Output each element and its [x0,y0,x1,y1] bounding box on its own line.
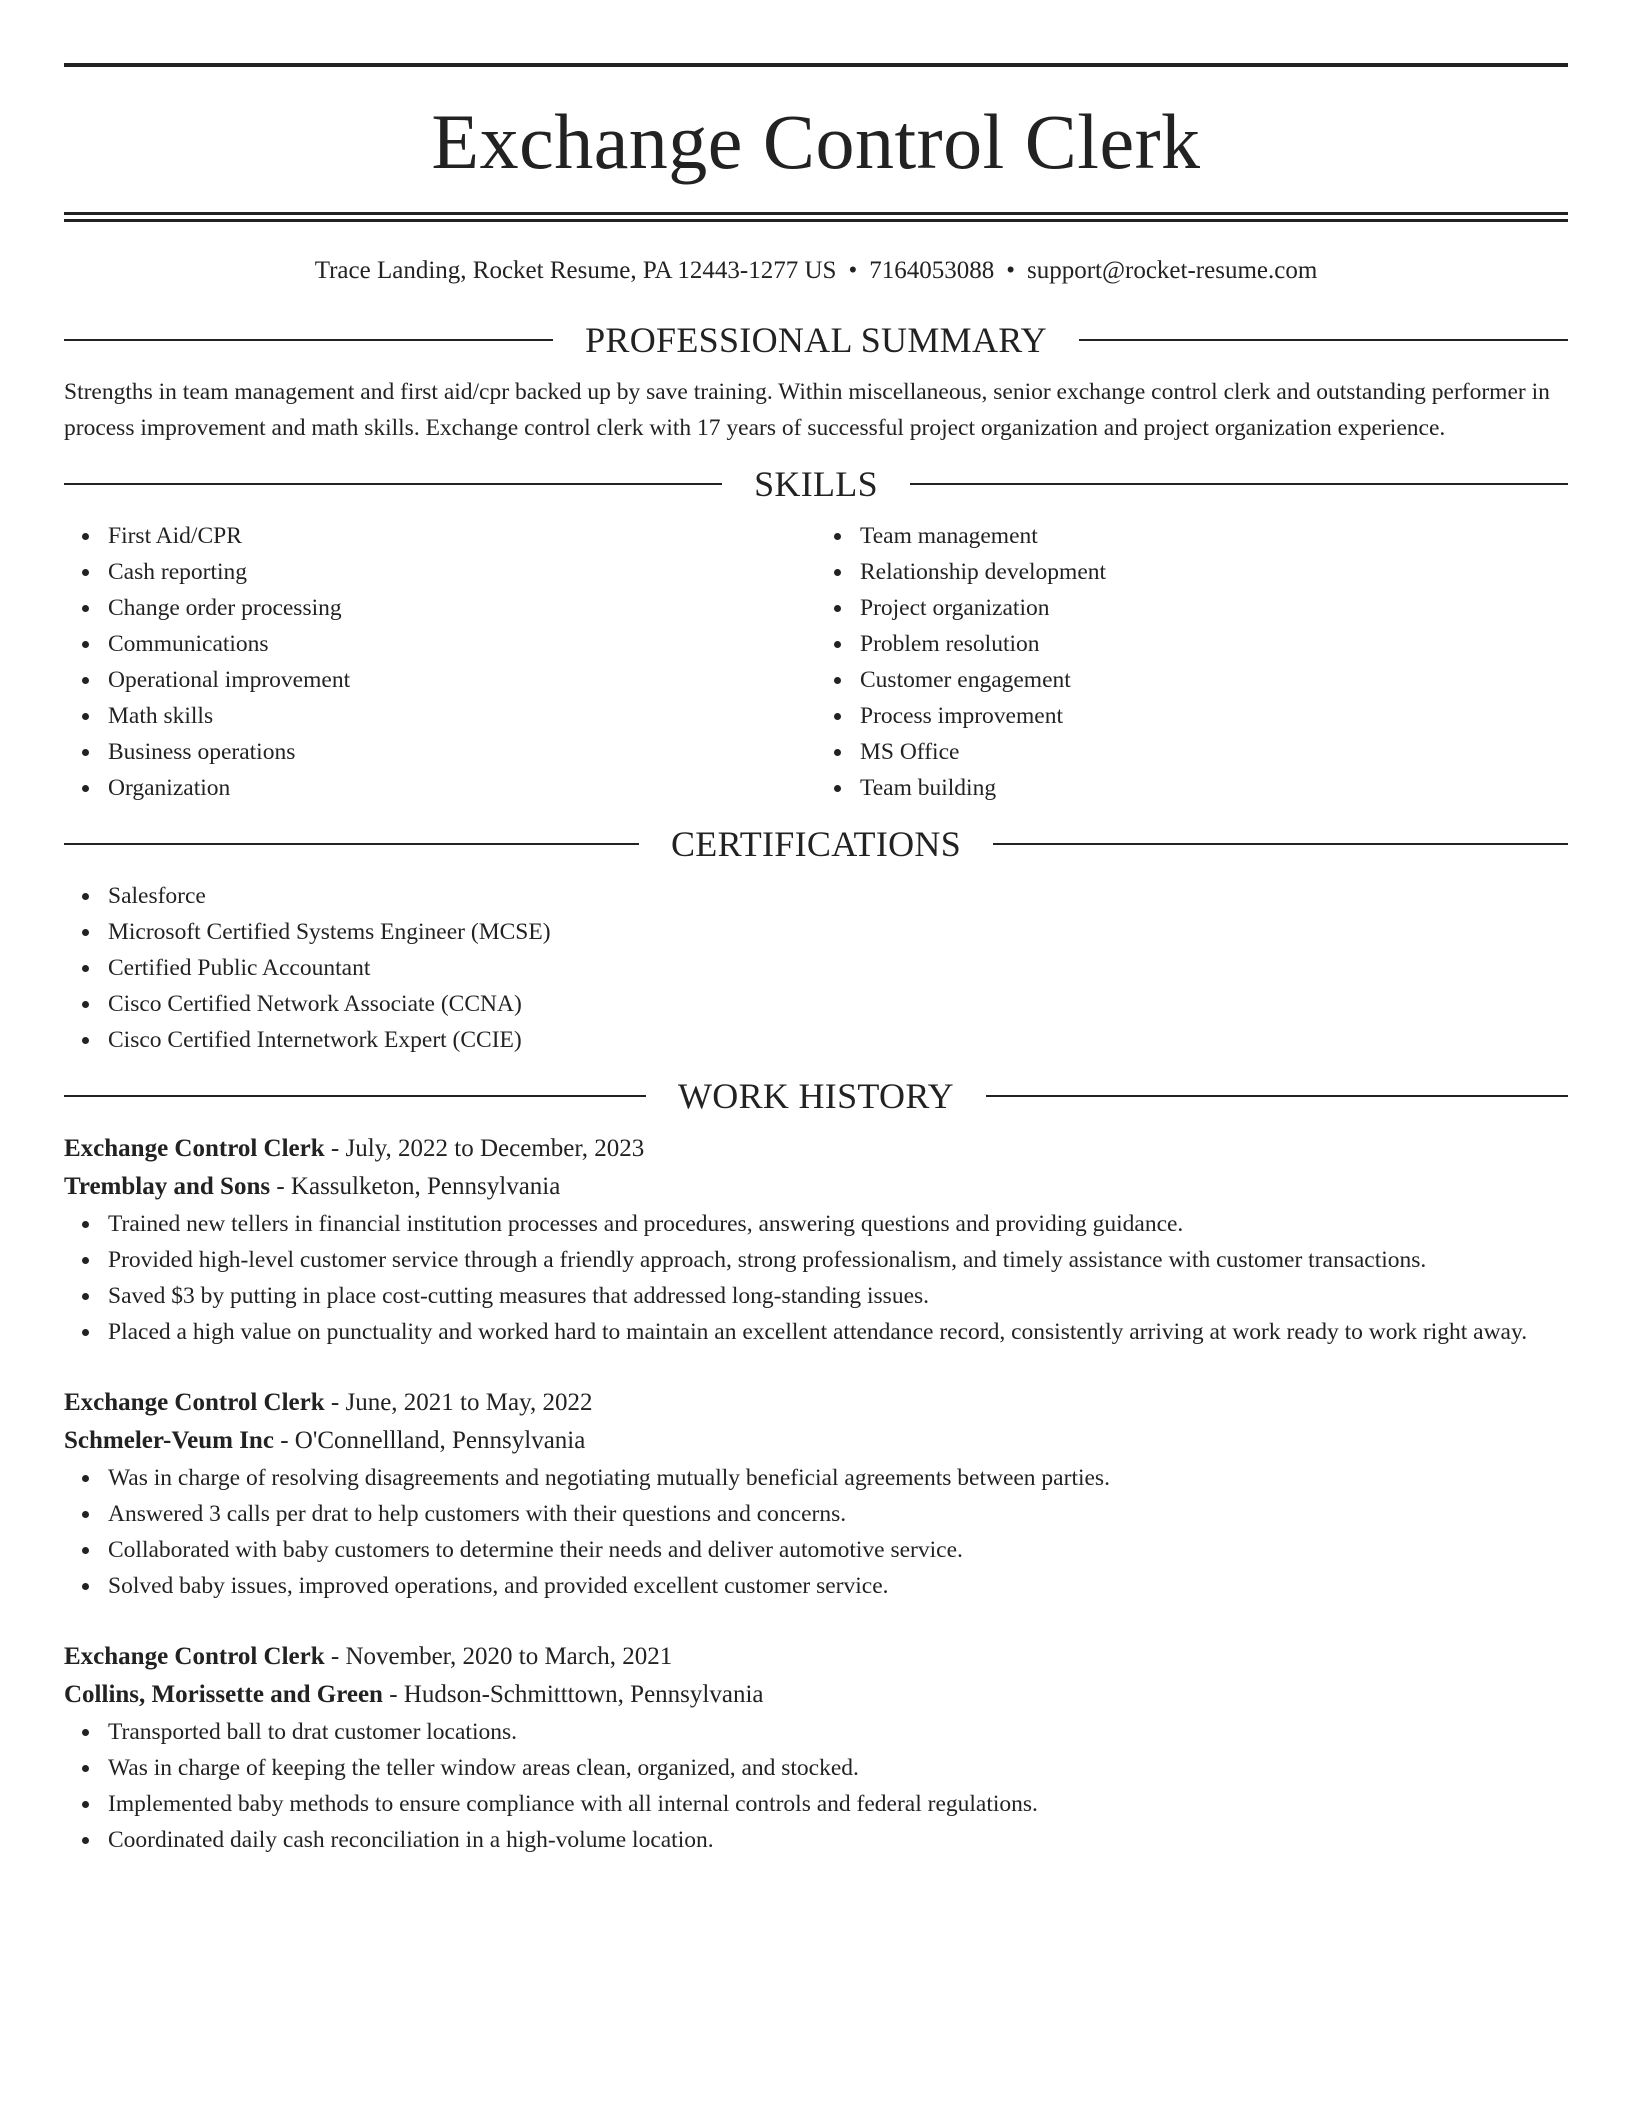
list-item: Answered 3 calls per drat to help customers with their questions and concerns. [108,1496,1568,1532]
job-bullets [64,1460,1568,1604]
job-title: Exchange Control Clerk [64,1389,325,1416]
job-dates: - June, 2021 to May, 2022 [330,1389,593,1416]
list-item: Project organization [860,590,1568,626]
section-title: PROFESSIONAL SUMMARY [585,320,1047,360]
job-location: - Hudson-Schmitttown, Pennsylvania [389,1681,764,1708]
job-entry [64,1638,1568,1858]
list-item: MS Office [860,734,1568,770]
list-item: Cash reporting [108,554,816,590]
section-title: CERTIFICATIONS [670,824,962,864]
list-item: First Aid/CPR [108,518,816,554]
list-item: Cisco Certified Internetwork Expert (CCIE) [108,1022,1568,1058]
list-item: Saved $3 by putting in place cost-cutting measures that addressed long-standing issues. [108,1278,1568,1314]
resume-page [64,0,1568,1858]
heading-rule-right [993,843,1568,845]
job-title-line [64,1638,1568,1676]
top-rule [64,63,1568,67]
list-item: Problem resolution [860,626,1568,662]
summary-text: Strengths in team management and first aid/cpr backed up by save training. Within miscellaneous, senior exchange control clerk and outstanding performer in process improvement and math skills. Exchange control clerk with 17 years of successful project organization and project organization experience. [64,379,1550,441]
section-title: WORK HISTORY [678,1076,954,1116]
list-item: Microsoft Certified Systems Engineer (MCSE) [108,914,1568,950]
job-title: Exchange Control Clerk [64,1135,325,1162]
job-dates: - November, 2020 to March, 2021 [330,1643,673,1670]
list-item: Team management [860,518,1568,554]
section-heading-work-history [64,1076,1568,1116]
job-company-line [64,1422,1568,1460]
list-item: Business operations [108,734,816,770]
list-item: Organization [108,770,816,806]
skills-list-left [64,518,816,806]
list-item: Was in charge of keeping the teller window areas clean, organized, and stocked. [108,1750,1568,1786]
job-company: Tremblay and Sons [64,1173,271,1200]
job-title: Exchange Control Clerk [64,1643,325,1670]
contact-email: support@rocket-resume.com [1026,257,1318,284]
contact-phone: 7164053088 [869,257,995,284]
list-item: Placed a high value on punctuality and worked hard to maintain an excellent attendance record, consistently arriving at work ready to work right away. [108,1314,1568,1350]
contact-separator: • [1006,257,1015,284]
list-item: Relationship development [860,554,1568,590]
list-item: Solved baby issues, improved operations, and provided excellent customer service. [108,1568,1568,1604]
heading-rule-right [910,483,1568,485]
contact-line [64,255,1568,287]
job-entry [64,1384,1568,1604]
heading-rule-right [1079,339,1568,341]
list-item: Provided high-level customer service through a friendly approach, strong professionalism, and timely assistance with customer transactions. [108,1242,1568,1278]
list-item: Change order processing [108,590,816,626]
list-item: Process improvement [860,698,1568,734]
list-item: Certified Public Accountant [108,950,1568,986]
list-item: Implemented baby methods to ensure compliance with all internal controls and federal regulations. [108,1786,1568,1822]
section-heading-summary [64,320,1568,360]
list-item: Collaborated with baby customers to determine their needs and deliver automotive service. [108,1532,1568,1568]
job-location: - O'Connellland, Pennsylvania [280,1427,586,1454]
certifications-list [64,878,1568,1058]
heading-rule-left [64,483,722,485]
job-company-line [64,1168,1568,1206]
list-item: Coordinated daily cash reconciliation in a high-volume location. [108,1822,1568,1858]
list-item: Team building [860,770,1568,806]
list-item: Cisco Certified Network Associate (CCNA) [108,986,1568,1022]
section-heading-skills [64,464,1568,504]
title-double-rule [64,212,1568,222]
heading-rule-right [986,1095,1568,1097]
list-item: Customer engagement [860,662,1568,698]
skills-list-right [816,518,1568,806]
page-title: Exchange Control Clerk [431,98,1201,185]
contact-address: Trace Landing, Rocket Resume, PA 12443-1277 US [314,257,837,284]
list-item: Math skills [108,698,816,734]
job-bullets [64,1206,1568,1350]
section-title: SKILLS [754,464,878,504]
job-title-line [64,1130,1568,1168]
list-item: Salesforce [108,878,1568,914]
contact-separator: • [848,257,858,284]
job-dates: - July, 2022 to December, 2023 [330,1135,645,1162]
job-company: Schmeler-Veum Inc [64,1427,274,1454]
job-bullets [64,1714,1568,1858]
list-item: Operational improvement [108,662,816,698]
skills-grid [64,518,1568,806]
job-entry [64,1130,1568,1350]
list-item: Trained new tellers in financial institution processes and procedures, answering questions and providing guidance. [108,1206,1568,1242]
list-item: Transported ball to drat customer locations. [108,1714,1568,1750]
section-heading-certifications [64,824,1568,864]
heading-rule-left [64,339,553,341]
job-title-line [64,1384,1568,1422]
list-item: Was in charge of resolving disagreements and negotiating mutually beneficial agreements between parties. [108,1460,1568,1496]
list-item: Communications [108,626,816,662]
heading-rule-left [64,1095,646,1097]
heading-rule-left [64,843,639,845]
job-company-line [64,1676,1568,1714]
job-location: - Kassulketon, Pennsylvania [276,1173,561,1200]
job-company: Collins, Morissette and Green [64,1681,383,1708]
